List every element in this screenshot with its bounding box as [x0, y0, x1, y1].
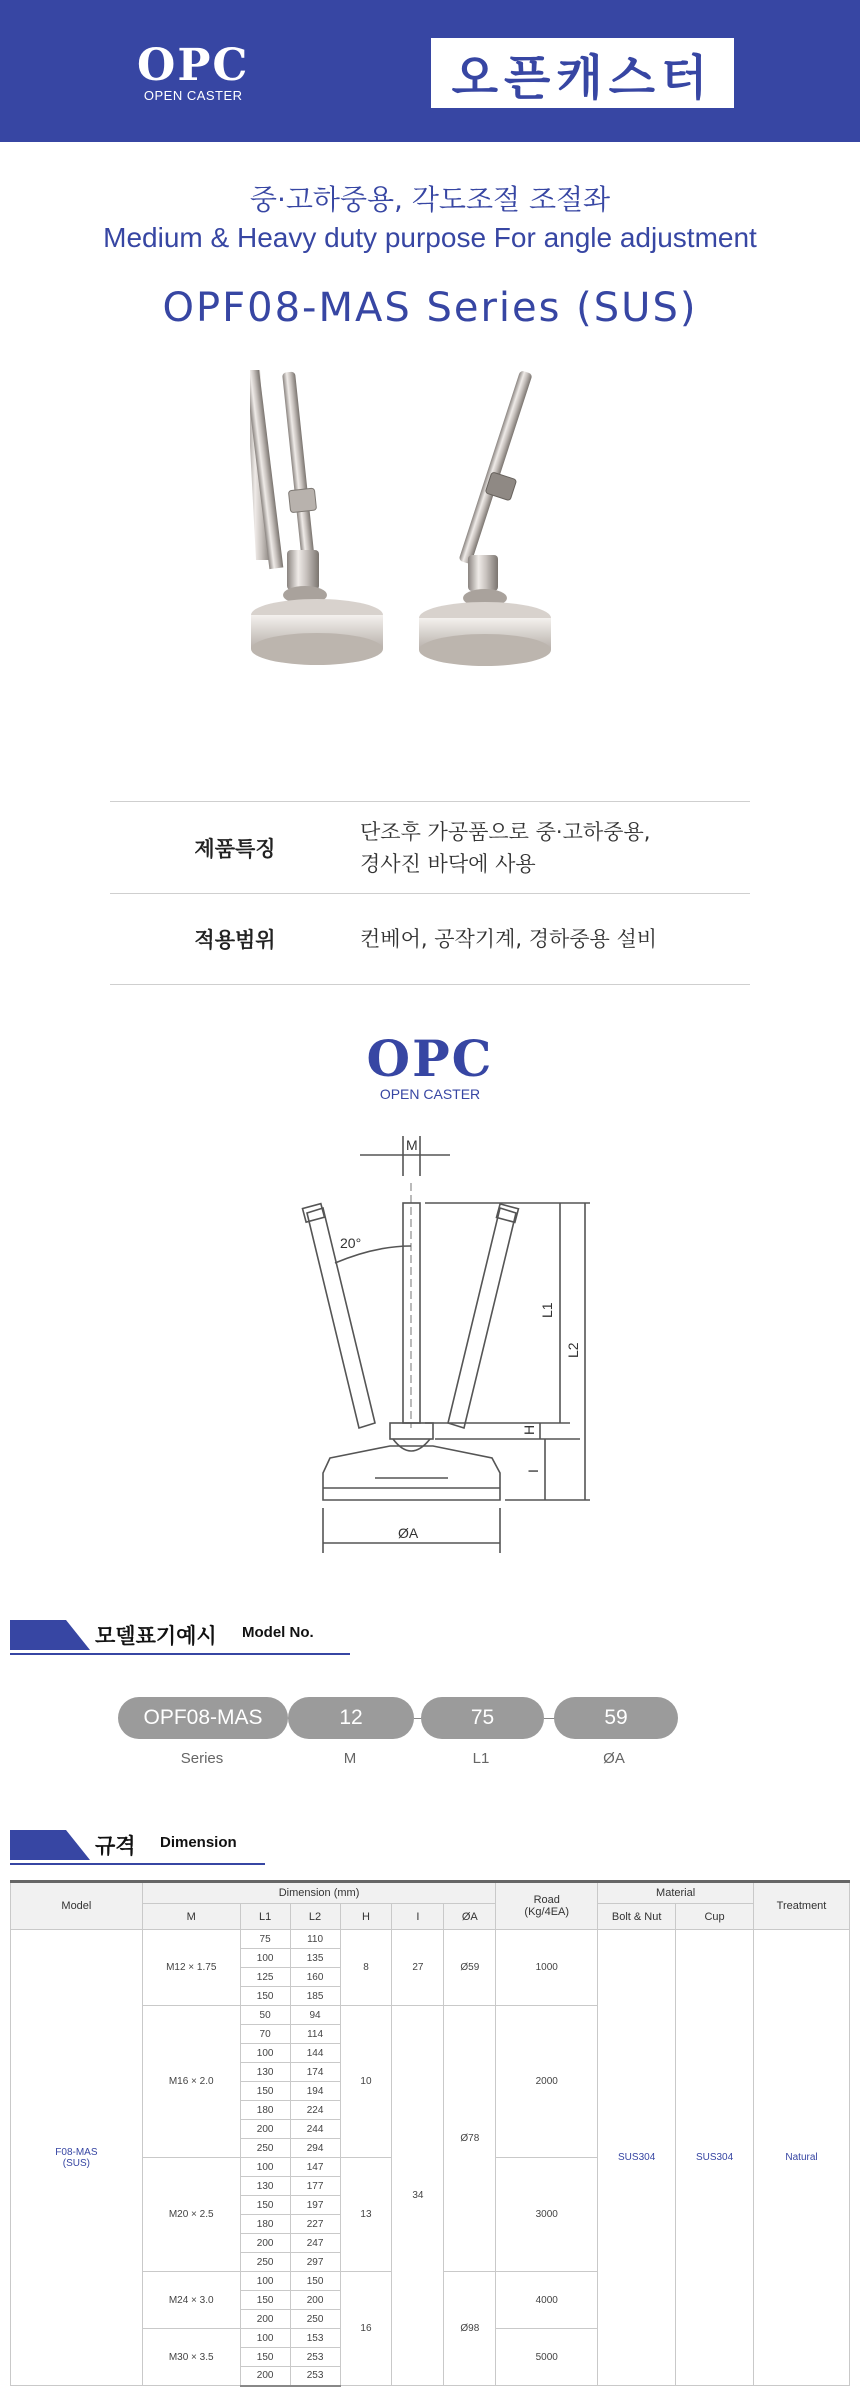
cell-l1: 200 [240, 2310, 290, 2329]
dimension-section-title: 규격 [95, 1834, 136, 1858]
pill-label-m: M [343, 1750, 357, 1767]
th-bolt: Bolt & Nut [598, 1904, 676, 1930]
subtitle-korean: 중·고하중용, 각도조절 조절좌 [249, 183, 611, 216]
cell-treatment: Natural [754, 1930, 850, 2386]
th-treatment: Treatment [754, 1882, 850, 1930]
th-road: Road (Kg/4EA) [496, 1882, 598, 1930]
cell-l1: 100 [240, 2158, 290, 2177]
cell-l1: 50 [240, 2006, 290, 2025]
cell-l2: 174 [290, 2063, 340, 2082]
header-banner [0, 0, 860, 142]
cell-l1: 150 [240, 2348, 290, 2367]
cell-l2: 244 [290, 2120, 340, 2139]
feature-table [110, 801, 750, 985]
cell-l2: 253 [290, 2348, 340, 2367]
cell-l1: 125 [240, 1968, 290, 1987]
diagram-logo [0, 1029, 860, 1102]
pill-l1: 75 [421, 1697, 544, 1739]
cell-l1: 180 [240, 2215, 290, 2234]
th-i: I [392, 1904, 444, 1930]
cell-l2: 94 [290, 2006, 340, 2025]
label-a: ØA [398, 1525, 419, 1541]
cell-l2: 253 [290, 2367, 340, 2386]
th-model: Model [11, 1882, 143, 1930]
cell-i: 34 [392, 2006, 444, 2386]
cell-m: M16 × 2.0 [142, 2006, 240, 2158]
model-section-subtitle: Model No. [242, 1624, 314, 1641]
cell-l2: 185 [290, 1987, 340, 2006]
cell-road: 5000 [496, 2329, 598, 2386]
section-underline [10, 1863, 265, 1865]
cell-l1: 200 [240, 2367, 290, 2386]
cell-l1: 100 [240, 2044, 290, 2063]
logo-subtext: OPEN CASTER [143, 88, 243, 103]
cell-m: M20 × 2.5 [142, 2158, 240, 2272]
cell-l1: 70 [240, 2025, 290, 2044]
cell-l1: 75 [240, 1930, 290, 1949]
section-flag [10, 1830, 90, 1860]
cell-l1: 150 [240, 1987, 290, 2006]
pill-label-series: Series [180, 1750, 224, 1767]
series-title: OPF08-MAS Series (SUS) [162, 285, 698, 331]
cell-l2: 194 [290, 2082, 340, 2101]
pill-label-a: ØA [603, 1750, 625, 1767]
cell-bolt: SUS304 [598, 1930, 676, 2386]
cell-a: Ø78 [444, 2006, 496, 2272]
cell-l1: 150 [240, 2291, 290, 2310]
feature-key: 제품특징 [194, 836, 276, 861]
pill-m: 12 [288, 1697, 414, 1739]
cell-l2: 147 [290, 2158, 340, 2177]
cell-l2: 144 [290, 2044, 340, 2063]
th-l1: L1 [240, 1904, 290, 1930]
cell-a: Ø59 [444, 1930, 496, 2006]
model-number-pills [118, 1697, 678, 1741]
pill-label-l1: L1 [472, 1750, 490, 1767]
cell-model: F08-MAS (SUS) [11, 1930, 143, 2386]
cell-l2: 224 [290, 2101, 340, 2120]
th-dimension: Dimension (mm) [142, 1882, 496, 1904]
cell-l1: 100 [240, 1949, 290, 1968]
cell-a: Ø98 [444, 2272, 496, 2386]
cell-l2: 135 [290, 1949, 340, 1968]
cell-l1: 250 [240, 2139, 290, 2158]
cell-m: M30 × 3.5 [142, 2329, 240, 2386]
pill-a: 59 [554, 1697, 678, 1739]
feature-value: 컨베어, 공작기계, 경하중용 설비 [360, 927, 658, 951]
cell-l2: 110 [290, 1930, 340, 1949]
brand-name: 오픈캐스터 [451, 49, 714, 106]
dimension-section-subtitle: Dimension [160, 1834, 237, 1851]
cell-cup: SUS304 [676, 1930, 754, 2386]
leveler-right [419, 370, 551, 666]
cell-h: 8 [340, 1930, 392, 2006]
th-m: M [142, 1904, 240, 1930]
feature-row [110, 893, 750, 985]
label-m: M [406, 1137, 418, 1153]
diagram-logo-subtext: OPEN CASTER [379, 1086, 481, 1102]
table-row [11, 1930, 850, 1949]
spec-table [10, 1880, 850, 2387]
cell-l1: 200 [240, 2120, 290, 2139]
cell-l2: 294 [290, 2139, 340, 2158]
feature-value: 단조후 가공품으로 중·고하중용, 경사진 바닥에 사용 [360, 819, 651, 876]
feature-key: 적용범위 [194, 928, 276, 952]
cell-l1: 150 [240, 2196, 290, 2215]
section-flag [10, 1620, 90, 1650]
cell-l1: 150 [240, 2082, 290, 2101]
logo[interactable] [137, 42, 249, 103]
label-h: H [521, 1424, 537, 1435]
pill-series: OPF08-MAS [118, 1697, 288, 1739]
cell-l1: 180 [240, 2101, 290, 2120]
cell-l1: 100 [240, 2272, 290, 2291]
diagram-logo-text: OPC [366, 1029, 494, 1088]
leveler-left [250, 370, 383, 665]
label-l1: L1 [539, 1302, 555, 1318]
label-i: I [525, 1469, 541, 1473]
cell-l2: 197 [290, 2196, 340, 2215]
cell-l2: 160 [290, 1968, 340, 1987]
cell-l2: 200 [290, 2291, 340, 2310]
cell-l2: 114 [290, 2025, 340, 2044]
cell-l2: 227 [290, 2215, 340, 2234]
feature-row [110, 801, 750, 893]
cell-l2: 250 [290, 2310, 340, 2329]
th-a: ØA [444, 1904, 496, 1930]
cell-m: M24 × 3.0 [142, 2272, 240, 2329]
cell-h: 13 [340, 2158, 392, 2272]
dimension-section-heading [10, 1830, 265, 1866]
label-l2: L2 [565, 1342, 581, 1358]
cell-l2: 177 [290, 2177, 340, 2196]
cell-i: 27 [392, 1930, 444, 2006]
th-cup: Cup [676, 1904, 754, 1930]
cell-h: 10 [340, 2006, 392, 2158]
product-photo [250, 370, 670, 740]
cell-road: 4000 [496, 2272, 598, 2329]
dimension-diagram [290, 1128, 620, 1568]
cell-l2: 297 [290, 2253, 340, 2272]
th-l2: L2 [290, 1904, 340, 1930]
cell-m: M12 × 1.75 [142, 1930, 240, 2006]
cell-road: 2000 [496, 2006, 598, 2158]
cell-l2: 150 [290, 2272, 340, 2291]
logo-text: OPC [137, 40, 250, 91]
section-underline [10, 1653, 350, 1655]
cell-l1: 100 [240, 2329, 290, 2348]
cell-l2: 247 [290, 2234, 340, 2253]
th-h: H [340, 1904, 392, 1930]
cell-l1: 130 [240, 2177, 290, 2196]
brand-name-box [431, 38, 734, 108]
subtitle-english: Medium & Heavy duty purpose For angle adjustment [103, 222, 757, 253]
cell-l1: 250 [240, 2253, 290, 2272]
cell-h: 16 [340, 2272, 392, 2386]
cell-l1: 200 [240, 2234, 290, 2253]
label-angle: 20° [340, 1235, 362, 1251]
cell-road: 3000 [496, 2158, 598, 2272]
spec-table-body [11, 1930, 850, 2386]
model-section-title: 모델표기예시 [95, 1624, 217, 1648]
cell-l1: 130 [240, 2063, 290, 2082]
cell-l2: 153 [290, 2329, 340, 2348]
model-section-heading [10, 1620, 350, 1656]
cell-road: 1000 [496, 1930, 598, 2006]
th-material: Material [598, 1882, 754, 1904]
